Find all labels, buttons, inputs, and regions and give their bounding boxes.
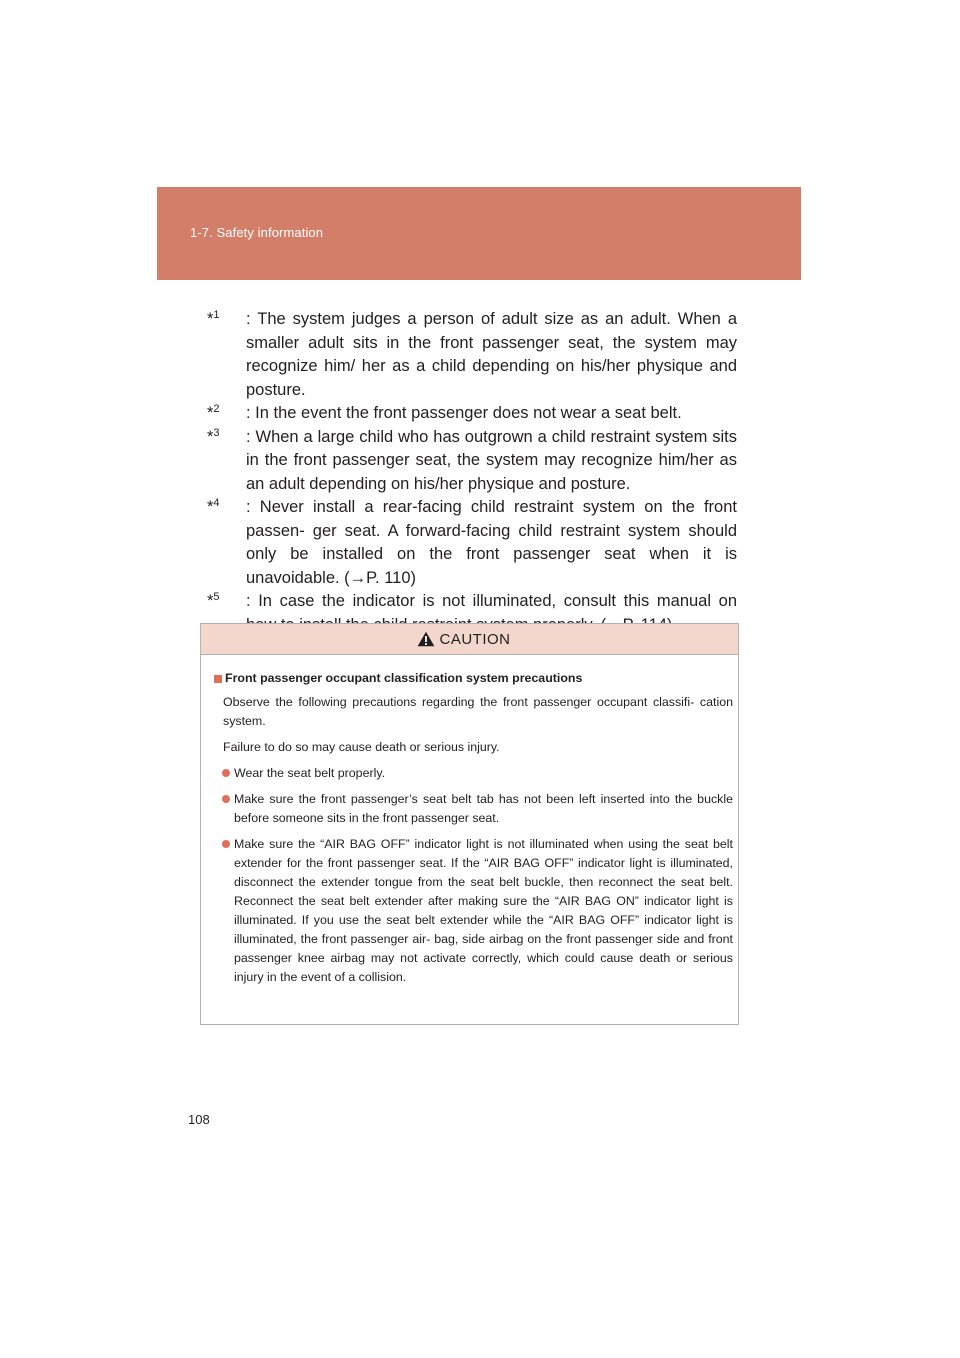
caution-intro: Observe the following precautions regarding the front passenger occupant classifi- cation system. [223, 695, 733, 728]
caution-body [201, 655, 738, 987]
caution-heading [214, 669, 733, 688]
caution-heading-text: Front passenger occupant classification system precautions [225, 671, 583, 685]
footnote-item [207, 308, 737, 402]
section-header-band [157, 187, 801, 280]
footnote-text: : In case the indicator is not illuminated, consult this manual on [246, 592, 737, 610]
caution-warning: Failure to do so may cause death or serious injury. [223, 740, 500, 754]
footnote-marker: *$^3$ [207, 426, 220, 446]
footnotes [207, 308, 737, 637]
footnote-item [207, 426, 737, 497]
caution-header [201, 624, 738, 655]
caution-bullet [214, 835, 733, 987]
round-bullet-icon [222, 795, 230, 803]
caution-bullet [214, 764, 733, 783]
caution-bullet-text: Make sure the front passenger’s seat belt tab has not been left inserted into the buckle before someone sits in the front passenger seat. [234, 792, 733, 825]
footnote-text: : When a large child who has outgrown a child restraint system sits in the front passenger seat, the system may recognize him/her as an adult depending on his/her physique and posture. [246, 427, 737, 493]
footnote-text: : Never install a rear-facing child restraint system on the front passen- ger seat. A forward-facing child restraint system should only be installed on the front passenger seat when it is unavoidable. (→P. 110) [246, 498, 737, 587]
footnote-item [207, 402, 737, 426]
round-bullet-icon [222, 840, 230, 848]
footnote-marker: *$^4$ [207, 497, 220, 516]
footnote-item [207, 496, 737, 590]
caution-label: CAUTION [439, 630, 511, 648]
footnote-marker: *$^1$ [207, 309, 220, 328]
footnote-text: : The system judges a person of adult size as an adult. When a smaller adult sits in the front passenger seat, the system may recognize him/ her as a child depending on his/her physique and posture. [246, 310, 737, 399]
warning-triangle-icon [417, 631, 435, 647]
section-title: 1-7. Safety information [190, 225, 324, 240]
page-number: 108 [188, 1112, 210, 1127]
footnote-text: : In the event the front passenger does not wear a seat belt. [246, 404, 682, 422]
round-bullet-icon [222, 769, 230, 777]
caution-bullet [214, 790, 733, 828]
footnote-marker: *$^2$ [207, 403, 220, 422]
caution-box [200, 623, 739, 1025]
square-bullet-icon [214, 675, 222, 683]
caution-bullet-text: Make sure the “AIR BAG OFF” indicator light is not illuminated when using the seat belt extender for the front passenger seat. If the “AIR BAG OFF” indicator light is illuminated, disconnect the extender tongue from the seat belt buckle, then reconnect the seat belt. Reconnect the seat belt extender after making sure the “AIR BAG ON” indicator light is illuminated. If you use the seat belt extender while the “AIR BAG OFF” indicator light is illuminated, the front passenger air- bag, side airbag on the front passenger side and front passenger knee airbag may not activate correctly, which could cause death or serious injury in the event of a collision. [234, 837, 733, 984]
footnote-marker: *$^5$ [207, 591, 220, 610]
caution-bullet-text: Wear the seat belt properly. [234, 766, 386, 780]
